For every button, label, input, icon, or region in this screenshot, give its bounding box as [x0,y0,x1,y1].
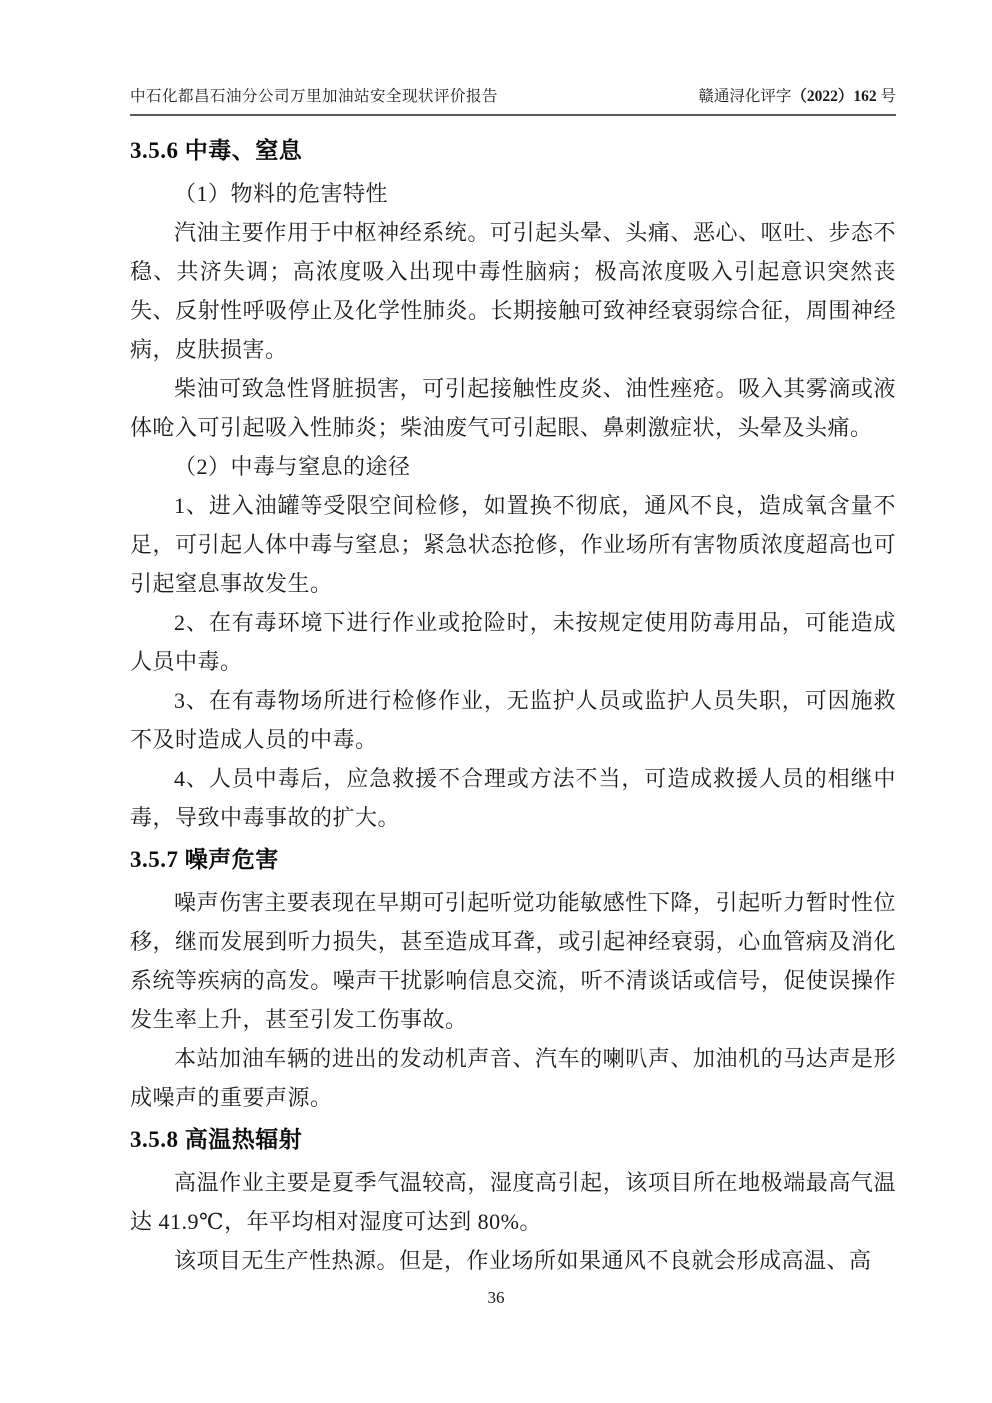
material-hazard-subtitle: （1）物料的危害特性 [174,181,389,206]
high-temp-paragraph: 高温作业主要是夏季气温较高，湿度高引起，该项目所在地极端最高气温达 41.9℃，年平均相对湿度可达到 80%。 [130,1170,896,1234]
route-4-paragraph: 4、人员中毒后，应急救援不合理或方法不当，可造成救援人员的相继中毒，导致中毒事故的扩大。 [130,766,896,830]
noise-source-paragraph: 本站加油车辆的进出的发动机声音、汽车的喇叭声、加油机的马达声是形成噪声的重要声源。 [130,1046,896,1110]
diesel-hazard-paragraph: 柴油可致急性肾脏损害，可引起接触性皮炎、油性痤疮。吸入其雾滴或液体呛入可引起吸入性肺炎；柴油废气可引起眼、鼻刺激症状，头晕及头痛。 [130,376,896,440]
section-heading-3-5-7: 3.5.7 噪声危害 [130,847,279,872]
route-2-paragraph: 2、在有毒环境下进行作业或抢险时，未按规定使用防毒用品，可能造成人员中毒。 [130,610,896,674]
page-footer [0,1288,992,1308]
section-heading-3-5-6: 3.5.6 中毒、窒息 [130,138,303,163]
poisoning-routes-subtitle: （2）中毒与窒息的途径 [174,454,411,479]
header-doc-number-suffix: 号 [876,88,896,105]
page-body [130,86,896,1280]
page-number: 36 [487,1288,505,1307]
route-3-paragraph: 3、在有毒物场所进行检修作业，无监护人员或监护人员失职，可因施救不及时造成人员的中毒。 [130,688,896,752]
section-heading-3-5-8: 3.5.8 高温热辐射 [130,1127,303,1152]
page-header [130,86,896,116]
gasoline-hazard-paragraph: 汽油主要作用于中枢神经系统。可引起头晕、头痛、恶心、呕吐、步态不稳、共济失调；高浓度吸入出现中毒性脑病；极高浓度吸入引起意识突然丧失、反射性呼吸停止及化学性肺炎。长期接触可致神经衰弱综合征，周围神经病，皮肤损害。 [130,220,896,362]
route-1-paragraph: 1、进入油罐等受限空间检修，如置换不彻底，通风不良，造成氧含量不足，可引起人体中毒与窒息；紧急状态抢修，作业场所有害物质浓度超高也可引起窒息事故发生。 [130,493,896,596]
header-doc-number-value: （2022）162 [791,88,877,105]
header-report-title: 中石化都昌石油分公司万里加油站安全现状评价报告 [130,88,499,105]
noise-harm-paragraph: 噪声伤害主要表现在早期可引起听觉功能敏感性下降，引起听力暂时性位移，继而发展到听力损失，甚至造成耳聋，或引起神经衰弱，心血管病及消化系统等疾病的高发。噪声干扰影响信息交流，听不清谈话或信号，促使误操作发生率上升，甚至引发工伤事故。 [130,890,896,1032]
heat-source-paragraph: 该项目无生产性热源。但是，作业场所如果通风不良就会形成高温、高 [174,1248,872,1273]
header-doc-number-prefix: 赣通浔化评字 [698,88,792,105]
header-doc-number [698,86,896,107]
